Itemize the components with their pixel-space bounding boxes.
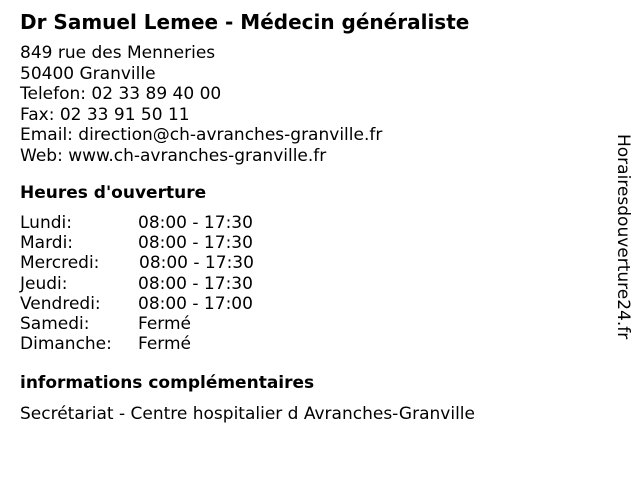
email-address: Email: direction@ch-avranches-granville.fr: [20, 125, 383, 145]
hours-row-saturday: [20, 314, 320, 334]
brand-text: Horairesdouverture24.fr: [613, 134, 633, 340]
hours-row-thursday: [20, 274, 320, 294]
hours-time: Fermé: [138, 313, 192, 334]
hours-time: 08:00 - 17:30: [139, 253, 254, 274]
hours-day: Lundi:: [20, 213, 72, 233]
hours-day: Jeudi:: [20, 273, 68, 294]
hours-day: Samedi:: [20, 313, 90, 334]
hours-row-monday: [20, 213, 320, 233]
opening-hours-list: [20, 213, 320, 354]
hours-day: Vendredi:: [20, 293, 101, 314]
hours-row-friday: [20, 294, 320, 314]
info-text: Secrétariat - Centre hospitalier d Avranches-Granville: [20, 404, 475, 424]
hours-time: 08:00 - 17:30: [138, 273, 253, 294]
hours-day: Dimanche:: [20, 334, 112, 355]
hours-row-wednesday: [20, 253, 320, 273]
hours-time: 08:00 - 17:30: [138, 213, 253, 233]
website-address: Web: www.ch-avranches-granville.fr: [20, 145, 327, 166]
street-address: 849 rue des Menneries: [20, 43, 216, 63]
phone-number: Telefon: 02 33 89 40 00: [20, 84, 222, 104]
hours-time: 08:00 - 17:30: [138, 233, 253, 254]
hours-heading: Heures d'ouverture: [20, 183, 207, 203]
info-heading: informations complémentaires: [20, 373, 315, 393]
page-title: Dr Samuel Lemee - Médecin généraliste: [20, 10, 470, 34]
contact-block: [20, 43, 382, 166]
hours-day: Mardi:: [20, 233, 74, 254]
brand-watermark: [612, 134, 634, 374]
hours-row-tuesday: [20, 233, 320, 253]
hours-time: Fermé: [138, 334, 192, 355]
hours-day: Mercredi:: [20, 253, 100, 274]
hours-time: 08:00 - 17:00: [138, 293, 253, 314]
fax-number: Fax: 02 33 91 50 11: [20, 104, 190, 125]
hours-row-sunday: [20, 334, 320, 354]
city-postal: 50400 Granville: [20, 63, 156, 84]
